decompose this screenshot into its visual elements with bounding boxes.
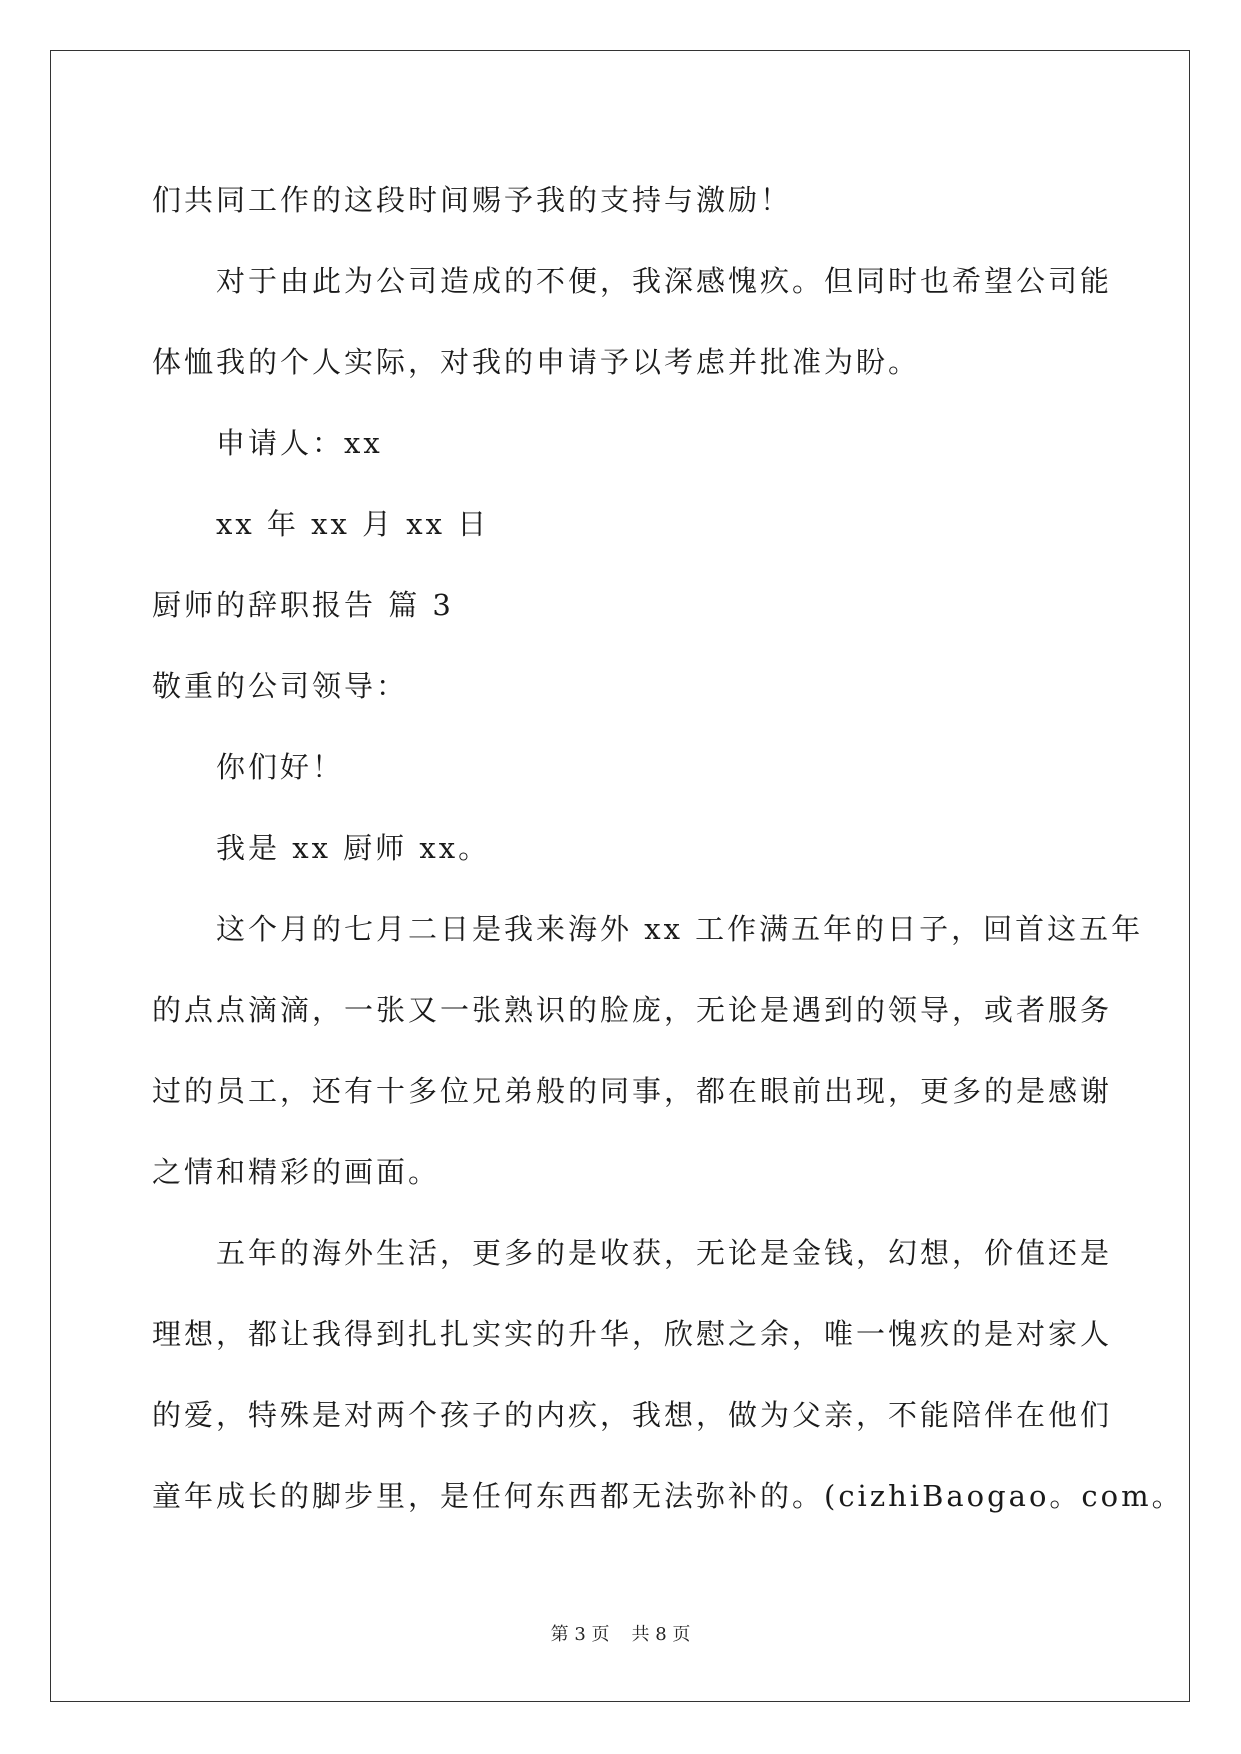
- text-line-3: 体恤我的个人实际，对我的申请予以考虑并批准为盼。: [152, 345, 921, 379]
- text-line-14: 五年的海外生活，更多的是收获，无论是金钱，幻想，价值还是: [216, 1236, 1113, 1270]
- applicant-line: 申请人：xx: [216, 426, 383, 460]
- date-line: xx 年 xx 月 xx 日: [216, 507, 490, 541]
- introduction: 我是 xx 厨师 xx。: [216, 831, 491, 865]
- page-footer: [0, 1620, 1241, 1646]
- text-line-11: 的点点滴滴，一张又一张熟识的脸庞，无论是遇到的领导，或者服务: [152, 993, 1113, 1027]
- salutation: 敬重的公司领导：: [152, 669, 409, 703]
- text-line-2: 对于由此为公司造成的不便，我深感愧疚。但同时也希望公司能: [216, 264, 1113, 298]
- text-line-17: 童年成长的脚步里，是任何东西都无法弥补的。(cizhiBaogao。com。: [152, 1479, 1184, 1513]
- text-line-15: 理想，都让我得到扎扎实实的升华，欣慰之余，唯一愧疚的是对家人: [152, 1317, 1113, 1351]
- text-line-13: 之情和精彩的画面。: [152, 1155, 441, 1189]
- page-total: 共 8 页: [631, 1624, 691, 1645]
- text-line-12: 过的员工，还有十多位兄弟般的同事，都在眼前出现，更多的是感谢: [152, 1074, 1113, 1108]
- document-body: [152, 160, 1184, 1537]
- text-line-16: 的爱，特殊是对两个孩子的内疚，我想，做为父亲，不能陪伴在他们: [152, 1398, 1113, 1432]
- text-line-10: 这个月的七月二日是我来海外 xx 工作满五年的日子，回首这五年: [216, 912, 1144, 946]
- greeting: 你们好！: [216, 750, 345, 784]
- page-number: 第 3 页: [550, 1624, 610, 1645]
- section-title: 厨师的辞职报告 篇 3: [152, 588, 454, 622]
- text-line-1: 们共同工作的这段时间赐予我的支持与激励！: [152, 183, 793, 217]
